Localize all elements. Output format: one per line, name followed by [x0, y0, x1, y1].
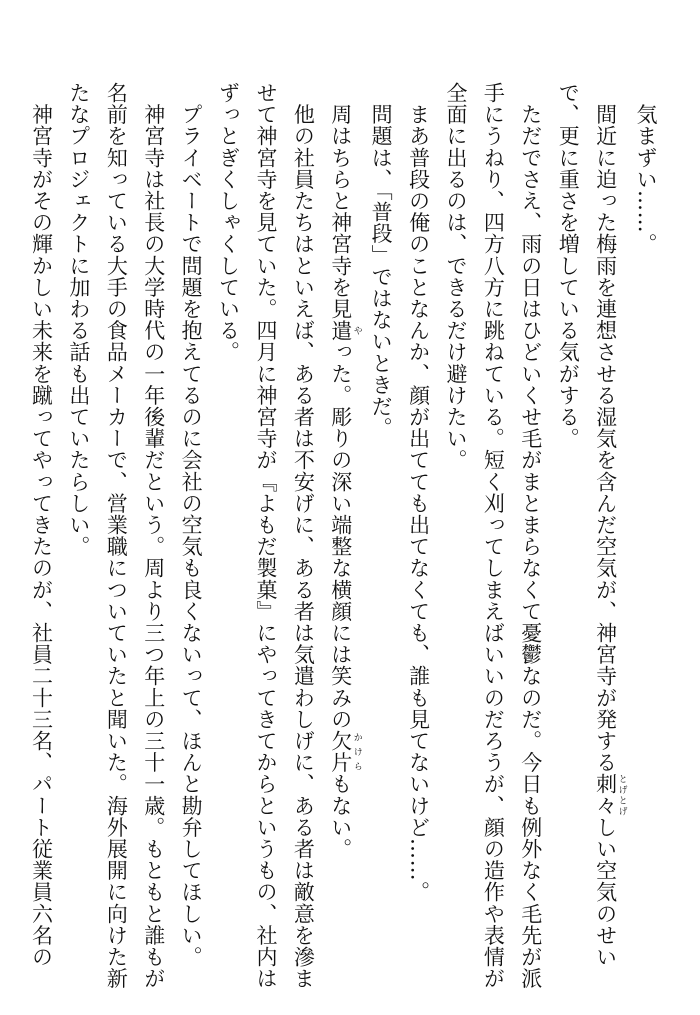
text-line-12: ずっとぎくしゃくしている。	[216, 82, 241, 363]
text-line-8: 問題は、「普段」ではないときだ。	[369, 82, 394, 439]
ruby-kakera-reading: かけら	[351, 730, 362, 774]
text-line-10: 他の社員たちはといえば、ある者は不安げに、ある者は気遣わしげに、ある者は敵意を滲ま	[291, 82, 316, 990]
text-line-2-tail: しい空気のせい	[593, 816, 618, 968]
text-line-9-tail: もない。	[328, 773, 353, 860]
text-line-2	[586, 82, 626, 982]
text-line-9-main: 周はちらと神宮寺を見	[328, 82, 353, 320]
text-line-1: 気まずい……。	[634, 82, 658, 255]
text-line-9-middle: った。彫りの深い端整な横顔には笑みの	[328, 341, 353, 731]
text-line-16: たなプロジェクトに加わる話も出ていたらしい。	[66, 82, 91, 558]
ruby-kakera	[328, 730, 362, 774]
text-line-14: 神宮寺は社長の大学時代の一年後輩だという。周より三つ年上の三十一歳。もともと誰もが	[141, 82, 166, 990]
ruby-miya	[328, 319, 362, 342]
text-line-2-main: 間近に迫った梅雨を連想させる湿気を含んだ空気が、神宮寺が発する	[593, 82, 618, 774]
text-line-5: 手にうねり、四方八方に跳ねている。短く刈ってしまえばいいのだろうが、顔の造作や表情が	[481, 82, 506, 990]
text-line-7: まあ普段の俺のことなんか、顔が出てても出てなくても、誰も見てないけど……。	[406, 82, 431, 903]
ruby-togetoge-base: 刺々	[593, 773, 618, 817]
text-line-17: 神宮寺がその輝かしい未来を蹴ってやってきたのが、社員二十三名、パート従業員六名の	[29, 82, 54, 968]
ruby-miya-base: 遣	[328, 319, 353, 342]
ruby-togetoge-reading: とげとげ	[616, 773, 627, 817]
text-line-9	[321, 82, 361, 982]
text-line-11: せて神宮寺を見ていた。四月に神宮寺が『よもだ製菓』にやってきてからというもの、社内は	[253, 82, 278, 990]
ruby-miya-reading: や	[351, 319, 362, 342]
ruby-kakera-base: 欠片	[328, 730, 353, 774]
text-line-3: で、更に重さを増している気がする。	[556, 82, 581, 450]
vertical-text-body	[22, 82, 664, 990]
text-line-6: 全面に出るのは、できるだけ避けたい。	[443, 82, 468, 471]
text-line-13: プライベートで問題を抱えてるのに会社の空気も良くないって、ほんと勘弁してほしい。	[179, 82, 204, 968]
text-line-4: ただでさえ、雨の日はひどいくせ毛がまとまらなくて憂鬱なのだ。今日も例外なく毛先が派	[518, 82, 543, 990]
text-line-15: 名前を知っている大手の食品メーカーで、営業職についていたと聞いた。海外展開に向けた新	[104, 82, 129, 990]
ruby-togetoge	[593, 773, 627, 817]
